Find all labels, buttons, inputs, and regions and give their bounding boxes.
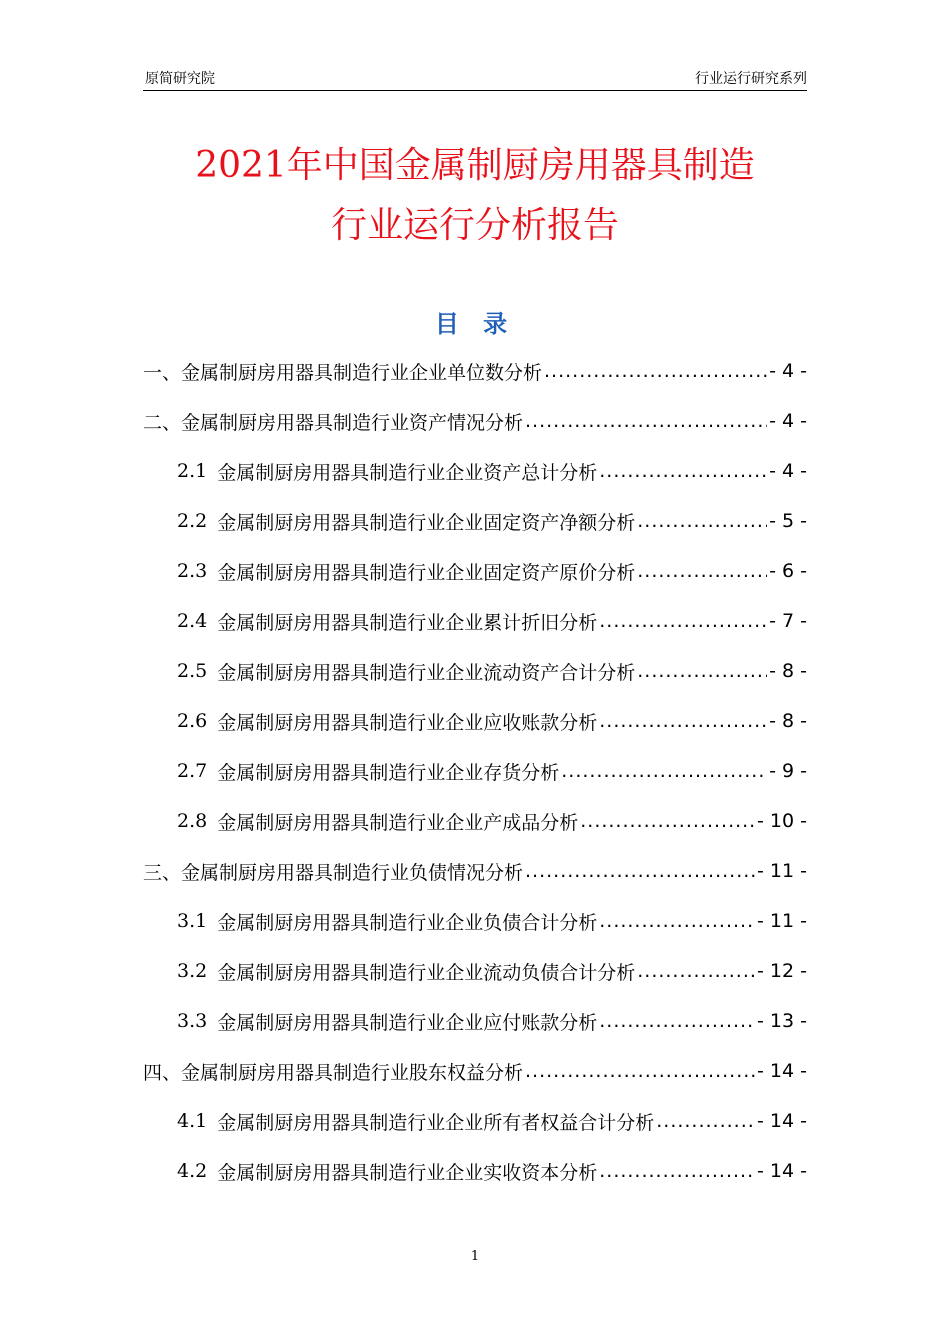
- toc-entry-page: - 9 -: [769, 760, 807, 782]
- toc-entry[interactable]: [177, 596, 807, 646]
- toc-entry[interactable]: [177, 446, 807, 496]
- toc-leader-dots: [599, 710, 767, 732]
- report-title-line-2: 行业运行分析报告: [330, 205, 619, 246]
- toc-entry-label: 金属制厨房用器具制造行业企业实收资本分析: [217, 1161, 598, 1184]
- toc-leader-dots: [544, 360, 767, 382]
- toc-entry-number: 4.2: [177, 1160, 208, 1182]
- toc-entry-page: - 12 -: [757, 960, 807, 982]
- toc-entry-number: 2.4: [177, 610, 208, 632]
- toc-leader-dots: [599, 610, 767, 632]
- toc-entry-label: 金属制厨房用器具制造行业企业资产总计分析: [217, 461, 598, 484]
- toc-entry-label: 金属制厨房用器具制造行业企业应付账款分析: [217, 1011, 598, 1034]
- toc-entry[interactable]: [177, 996, 807, 1046]
- toc-entry[interactable]: [143, 346, 807, 396]
- toc-entry[interactable]: [177, 796, 807, 846]
- header-org-name: 原简研究院: [145, 71, 215, 87]
- toc-entry-page: - 8 -: [769, 710, 807, 732]
- toc-entry-label: 金属制厨房用器具制造行业企业负债合计分析: [217, 911, 598, 934]
- toc-entry-label: 金属制厨房用器具制造行业企业存货分析: [217, 761, 560, 784]
- toc-entry-number: 4.1: [177, 1110, 208, 1132]
- toc-leader-dots: [561, 760, 767, 782]
- toc-entry-page: - 14 -: [757, 1160, 807, 1182]
- toc-leader-dots: [525, 410, 767, 432]
- toc-entry-label: 金属制厨房用器具制造行业企业产成品分析: [217, 811, 579, 834]
- toc-entry-label: 金属制厨房用器具制造行业企业固定资产原价分析: [217, 561, 636, 584]
- toc-entry-page: - 4 -: [769, 360, 807, 382]
- toc-entry-page: - 8 -: [769, 660, 807, 682]
- page-number: 1: [470, 1249, 480, 1264]
- toc-entry-page: - 4 -: [769, 460, 807, 482]
- toc-leader-dots: [637, 660, 767, 682]
- toc-entry[interactable]: [143, 846, 807, 896]
- toc-entry-page: - 11 -: [757, 860, 807, 882]
- toc-entry-number: 2.8: [177, 810, 208, 832]
- toc-leader-dots: [637, 960, 755, 982]
- toc-entry-label: 金属制厨房用器具制造行业企业流动资产合计分析: [217, 661, 636, 684]
- header-series-name: 行业运行研究系列: [695, 71, 807, 87]
- toc-entry-page: - 6 -: [769, 560, 807, 582]
- toc-leader-dots: [580, 810, 755, 832]
- toc-entry-label: 金属制厨房用器具制造行业企业流动负债合计分析: [217, 961, 636, 984]
- toc-entry-number: 2.7: [177, 760, 208, 782]
- toc-entry[interactable]: [177, 1096, 807, 1146]
- toc-entry-page: - 4 -: [769, 410, 807, 432]
- toc-leader-dots: [599, 1160, 755, 1182]
- toc-entry-number: 2.6: [177, 710, 208, 732]
- toc-entry-number: 3.3: [177, 1010, 208, 1032]
- toc-leader-dots: [637, 560, 767, 582]
- toc-entry-page: - 11 -: [757, 910, 807, 932]
- toc-leader-dots: [656, 1110, 755, 1132]
- toc-entry-number: 2.5: [177, 660, 208, 682]
- toc-entry[interactable]: [177, 746, 807, 796]
- toc-entry[interactable]: [143, 1046, 807, 1096]
- toc-entry[interactable]: [177, 696, 807, 746]
- toc-entry[interactable]: [177, 646, 807, 696]
- toc-leader-dots: [637, 510, 767, 532]
- toc-entry-number: 2.1: [177, 460, 208, 482]
- toc-entry-label: 二、金属制厨房用器具制造行业资产情况分析: [143, 411, 524, 434]
- toc-entry-page: - 7 -: [769, 610, 807, 632]
- toc-entry-page: - 10 -: [757, 810, 807, 832]
- toc-entry[interactable]: [177, 1146, 807, 1196]
- toc-entry-page: - 13 -: [757, 1010, 807, 1032]
- toc-entry-label: 金属制厨房用器具制造行业企业所有者权益合计分析: [217, 1111, 655, 1134]
- toc-leader-dots: [599, 460, 767, 482]
- toc-entry[interactable]: [177, 546, 807, 596]
- toc-entry-number: 2.2: [177, 510, 208, 532]
- toc-entry-label: 金属制厨房用器具制造行业企业固定资产净额分析: [217, 511, 636, 534]
- toc-entry[interactable]: [177, 496, 807, 546]
- toc-heading: 目 录: [434, 310, 516, 338]
- toc-entry-number: 3.1: [177, 910, 208, 932]
- toc-entry-page: - 14 -: [757, 1110, 807, 1132]
- toc-leader-dots: [599, 1010, 755, 1032]
- toc-leader-dots: [525, 1060, 755, 1082]
- toc-entry-label: 一、金属制厨房用器具制造行业企业单位数分析: [143, 361, 543, 384]
- toc-entry-label: 金属制厨房用器具制造行业企业应收账款分析: [217, 711, 598, 734]
- toc-leader-dots: [525, 860, 755, 882]
- toc-entry[interactable]: [177, 896, 807, 946]
- toc-entry-number: 2.3: [177, 560, 208, 582]
- toc-entry-page: - 5 -: [769, 510, 807, 532]
- toc-entry[interactable]: [177, 946, 807, 996]
- toc-entry-number: 3.2: [177, 960, 208, 982]
- toc-entry[interactable]: [143, 396, 807, 446]
- toc-entry-page: - 14 -: [757, 1060, 807, 1082]
- toc-entry-label: 金属制厨房用器具制造行业企业累计折旧分析: [217, 611, 598, 634]
- report-title-line-1: 2021年中国金属制厨房用器具制造: [195, 145, 755, 186]
- toc-leader-dots: [599, 910, 755, 932]
- toc-entry-label: 三、金属制厨房用器具制造行业负债情况分析: [143, 861, 524, 884]
- page-header: [143, 66, 807, 91]
- toc-entry-label: 四、金属制厨房用器具制造行业股东权益分析: [143, 1061, 524, 1084]
